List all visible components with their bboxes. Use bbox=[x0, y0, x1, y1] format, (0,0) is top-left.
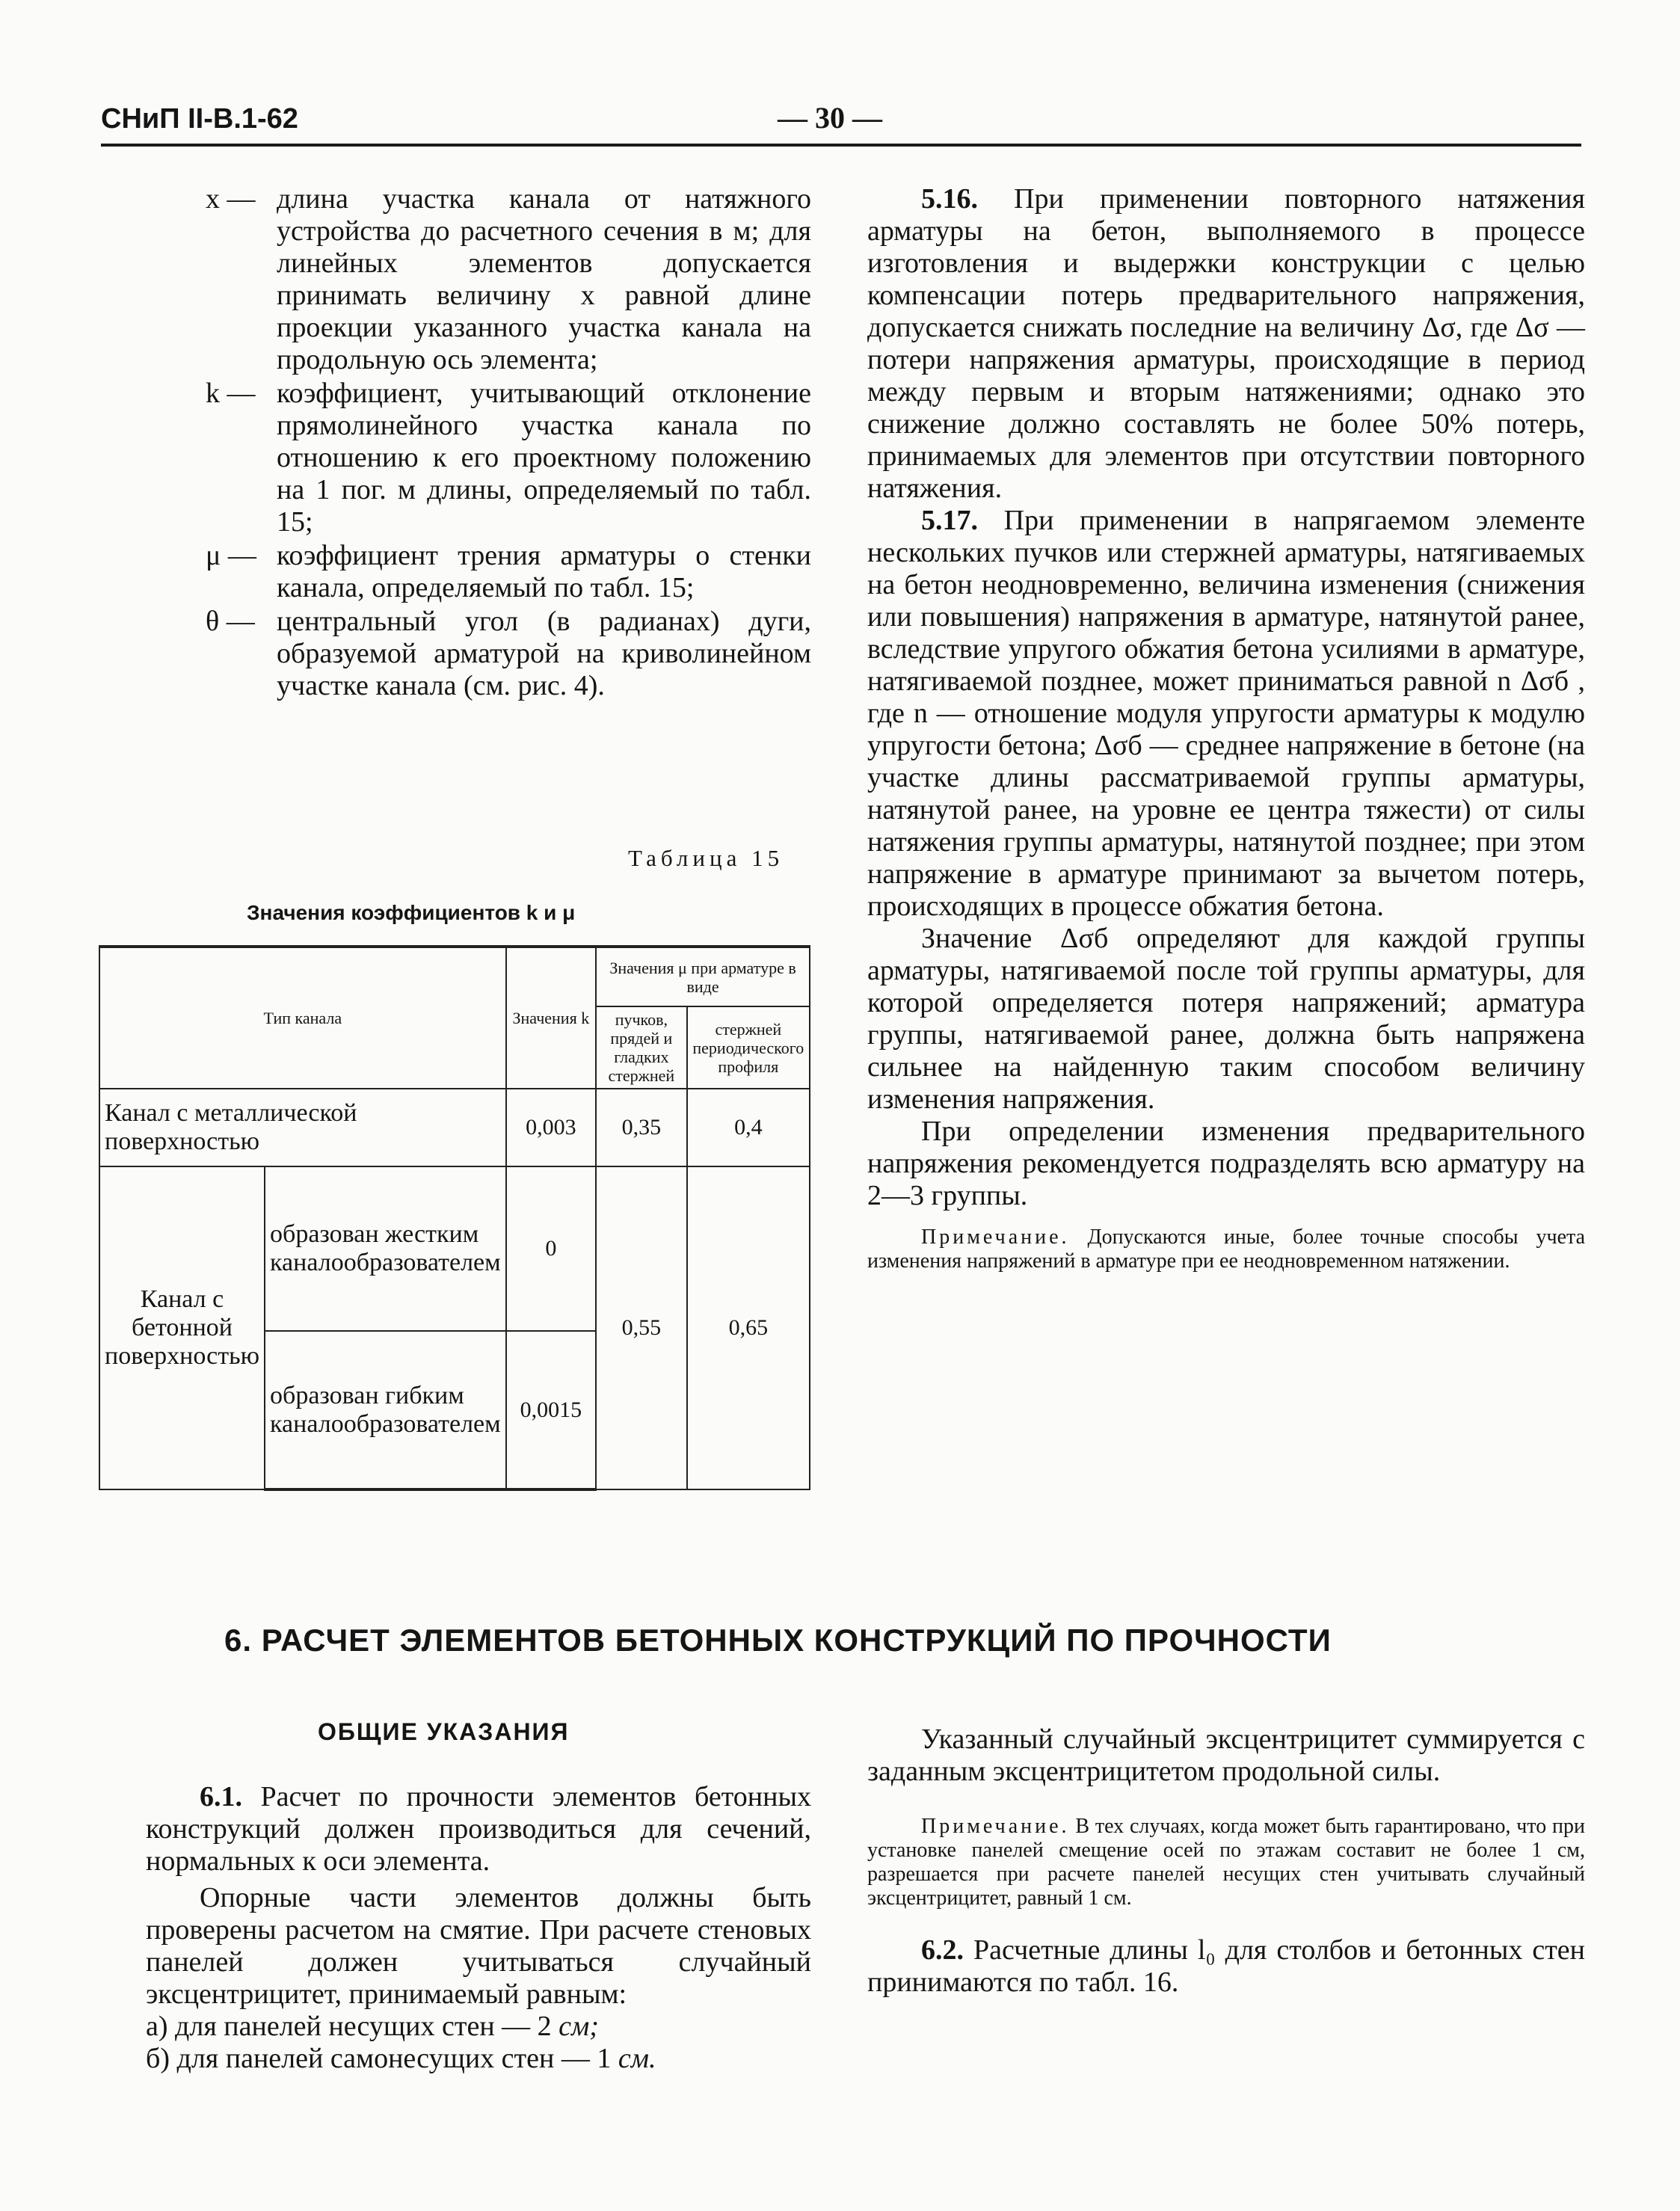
cell-type: Канал с бетонной поверхностью bbox=[99, 1166, 265, 1489]
paragraph-5-16 bbox=[867, 183, 1585, 505]
section-heading: 6. РАСЧЕТ ЭЛЕМЕНТОВ БЕТОННЫХ КОНСТРУКЦИЙ ПО ПРОЧНОСТИ bbox=[224, 1623, 1332, 1658]
table-row bbox=[99, 1089, 810, 1166]
paragraph-supports: Опорные части элементов должны быть проверены расчетом на смятие. При расчете стеновых панелей должен учитываться случайный эксцентрицитет, принимаемый равным: bbox=[146, 1882, 811, 2010]
note-label: Примечание. bbox=[921, 1815, 1070, 1838]
definition-symbol: μ — bbox=[206, 540, 256, 571]
definition-k bbox=[206, 378, 811, 538]
list-item-a bbox=[146, 2011, 811, 2043]
definitions-list bbox=[206, 183, 811, 704]
list-item-b bbox=[146, 2043, 811, 2075]
clause-text: Расчетные длины l₀ для столбов и бетонных стен принимаются по табл. 16. bbox=[867, 1934, 1586, 1998]
list-item-text: б) для панелей самонесущих стен — 1 bbox=[146, 2043, 612, 2074]
cell-subtype: образован гибким каналообразователем bbox=[265, 1331, 506, 1489]
definition-x bbox=[206, 183, 811, 376]
cell-type: Канал с металлической поверхностью bbox=[99, 1089, 506, 1166]
document-code: СНиП II-В.1-62 bbox=[101, 103, 298, 135]
clause-number: 5.16. bbox=[921, 183, 978, 215]
right-column bbox=[867, 183, 1585, 1273]
definition-symbol: x — bbox=[206, 183, 256, 215]
subsection-heading: ОБЩИЕ УКАЗАНИЯ bbox=[318, 1718, 570, 1745]
header-k-values: Значения k bbox=[506, 947, 596, 1089]
note-6-1 bbox=[867, 1815, 1585, 1910]
table-row bbox=[99, 1166, 810, 1331]
paragraph-eccentricity: Указанный случайный эксцентрицитет суммируется с заданным эксцентрицитетом продольной силы. bbox=[867, 1723, 1585, 1787]
definition-text: центральный угол (в радианах) дуги, образуемой арматурой на криволинейном участке канала (см. рис. 4). bbox=[277, 606, 811, 701]
clause-text: При применении повторного натяжения арматуры на бетон, выполняемого в процессе изготовления и выдержки конструкции с целью компенсации потерь предварительного напряжения, допускается снижать последние на величину Δσ, где Δσ — потери напряжения арматуры, происходящие в период между первым и вторым натяжениями; однако это снижение должно составлять не более 50% потерь, принимаемых для элементов при отсутствии повторного натяжения. bbox=[867, 183, 1585, 504]
table-title: Значения коэффициентов k и μ bbox=[247, 901, 576, 924]
definition-symbol: θ — bbox=[206, 606, 255, 637]
header-mu-rods: стержней периодического профиля bbox=[687, 1006, 810, 1089]
section6-right-column bbox=[867, 1723, 1585, 1999]
note-label: Примечание. bbox=[921, 1226, 1070, 1249]
definition-text: коэффициент, учитывающий отклонение прямолинейного участка канала по отношению к его проектному положению на 1 пог. м длины, определяемый по табл. 15; bbox=[277, 378, 811, 538]
cell-k: 0,0015 bbox=[506, 1331, 596, 1489]
note-text: В тех случаях, когда может быть гарантировано, что при установке панелей смещение осей по этажам составит не более 1 см, разрешается при расчете панелей несущих стен учитывать случайный эксцентрицитет, равный 1 см. bbox=[867, 1815, 1585, 1910]
cell-mu2: 0,4 bbox=[687, 1089, 810, 1166]
paragraph-split: При определении изменения предварительного напряжения рекомендуется подразделять всю арматуру на 2—3 группы. bbox=[867, 1116, 1585, 1211]
paragraph-6-1 bbox=[146, 1781, 811, 1878]
list-item-unit: см. bbox=[618, 2043, 656, 2074]
clause-number: 6.2. bbox=[921, 1934, 964, 1966]
table-label: Таблица 15 bbox=[628, 845, 784, 871]
page-number: — 30 — bbox=[778, 101, 882, 135]
list-item-unit: см; bbox=[559, 2011, 599, 2042]
definition-text: длина участка канала от натяжного устройства до расчетного сечения в м; для линейных элементов допускается принимать величину x равной длине проекции указанного участка канала на продольную ось элемента; bbox=[277, 183, 811, 375]
clause-number: 6.1. bbox=[200, 1781, 242, 1812]
header-mu-group: Значения μ при арматуре в виде bbox=[596, 947, 810, 1006]
cell-mu1: 0,35 bbox=[596, 1089, 687, 1166]
cell-mu2: 0,65 bbox=[687, 1166, 810, 1489]
definition-mu bbox=[206, 540, 811, 604]
header-channel-type: Тип канала bbox=[99, 947, 506, 1089]
cell-k: 0,003 bbox=[506, 1089, 596, 1166]
cell-subtype: образован жестким каналообразователем bbox=[265, 1166, 506, 1331]
definition-theta bbox=[206, 606, 811, 702]
paragraph-value: Значение Δσб определяют для каждой группы арматуры, натягиваемой после той группы арматуры, для которой определяется потеря напряжений; арматура группы, натягиваемой ранее, должна быть напряжена сильнее на найденную таким способом величину изменения напряжения. bbox=[867, 923, 1585, 1115]
clause-text: При применении в напрягаемом элементе нескольких пучков или стержней арматуры, натягиваемых на бетон неодновременно, величина изменения (снижения или повышения) напряжения в арматуре, натянутой ранее, вследствие упругого обжатия бетона усилиями в арматуре, натягиваемой позднее, может приниматься равной n Δσб , где n — отношение модуля упругости арматуры к модулю упругости бетона; Δσб — среднее напряжение в бетоне (на участке длины рассматриваемой группы арматуры, натянутой ранее, на уровне ее центра тяжести) от силы натяжения группы арматуры, натянутой позднее; при этом напряжение в арматуре принимают за вычетом потерь, происходящих в процессе обжатия бетона. bbox=[867, 505, 1585, 922]
clause-text: Расчет по прочности элементов бетонных конструкций должен производиться для сечений, нормальных к оси элемента. bbox=[146, 1781, 811, 1877]
definition-text: коэффициент трения арматуры о стенки канала, определяемый по табл. 15; bbox=[277, 540, 811, 603]
definition-symbol: k — bbox=[206, 378, 256, 409]
header-mu-bundles: пучков, прядей и гладких стержней bbox=[596, 1006, 687, 1089]
cell-k: 0 bbox=[506, 1166, 596, 1331]
list-item-text: а) для панелей несущих стен — 2 bbox=[146, 2011, 552, 2042]
section6-left-column bbox=[146, 1781, 811, 2075]
note-text: Допускаются иные, более точные способы учета изменения напряжений в арматуре при ее неодновременном натяжении. bbox=[867, 1226, 1586, 1273]
coefficients-table bbox=[99, 945, 810, 1491]
clause-number: 5.17. bbox=[921, 505, 978, 536]
header-rule bbox=[101, 144, 1581, 147]
paragraph-5-17 bbox=[867, 505, 1585, 923]
note-5-17 bbox=[867, 1226, 1585, 1273]
paragraph-6-2 bbox=[867, 1934, 1585, 1999]
cell-mu1: 0,55 bbox=[596, 1166, 687, 1489]
